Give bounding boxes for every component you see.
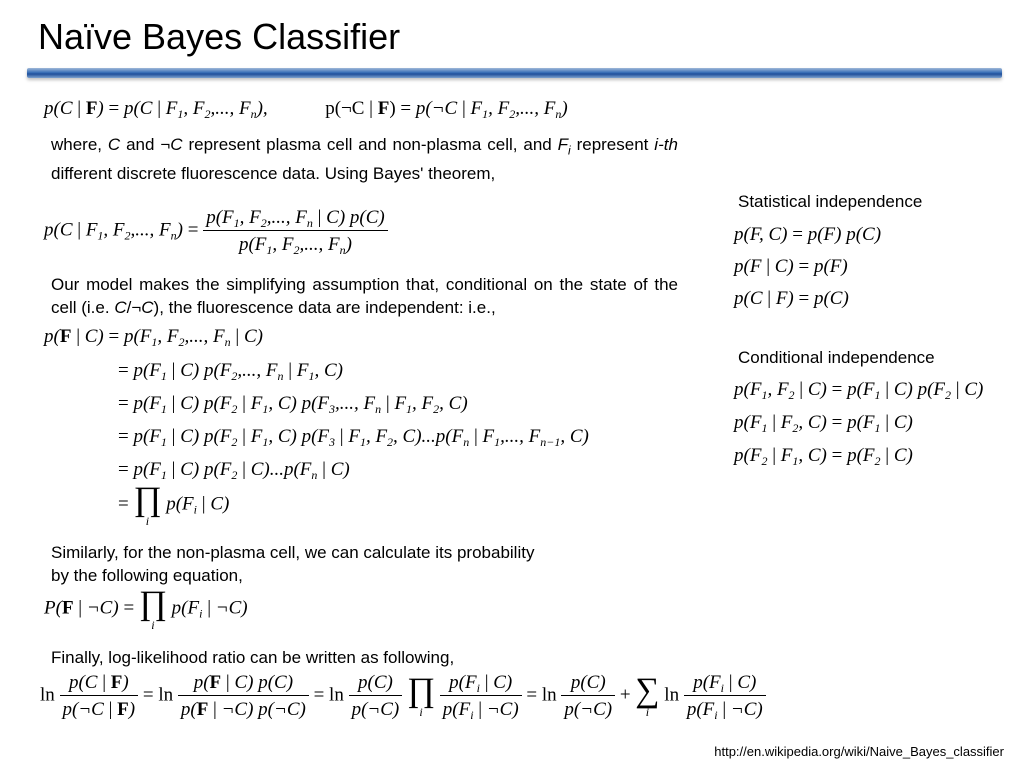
equation-derivation-line-1: p(F | $C) = p(F_1$, $F_2$,..., $F_n$ | C) (44, 326, 263, 349)
product-icon: ∏ (133, 481, 162, 518)
paragraph-definitions: where, C and ¬C represent plasma cell and non-plasma cell, and $F_i$ represent i-th different discrete fluorescence data. Using Bayes' theorem, (51, 135, 678, 184)
slide-title: Naïve Bayes Classifier (38, 16, 401, 57)
paragraph-assumption: Our model makes the simplifying assumption that, conditional on the state of the cell (i.e. C/¬C), the fluorescence data are independent: i.e., (51, 275, 678, 317)
equation-f-given-c: p(F | C) = p(F) (734, 256, 848, 277)
equation-derivation-line-4: = $p(F_1$ | C) $p(F_2$ | $F_1$, C) $p(F_3$ | $F_1$, $F_2$, $C)...p(F_n$ | $F_1$,..., $F_{n-1}$, C) (118, 426, 589, 449)
equation-bayes-theorem: p(C | $F_1$, $F_2$,..., $F_n$) = $\frac{p(F_1, F_2,..., F_n | C) p(C)}{p(F_1, F_2,..., F_n)}$ (44, 208, 388, 254)
equation-non-plasma: P(F | ¬C) = ∏ i $p(F_i$ | ¬C) (44, 585, 248, 632)
equation-joint-independence: p(F, C) = p(F) p(C) (734, 224, 882, 245)
equation-c-given-f: p(C | F) = p(C) (734, 288, 849, 309)
product-icon: ∏ (407, 672, 435, 709)
equation-derivation-line-2: = $p(F_1$ | C) $p(F_2$,..., $F_n$ | $F_1$, C) (118, 360, 343, 383)
product-icon: ∏ (138, 585, 167, 622)
equation-cond-joint: $p(F_1$, $F_2$ | $C) = p(F_1$ | C) $p(F_2$ | C) (734, 379, 984, 402)
source-link[interactable]: http://en.wikipedia.org/wiki/Naive_Bayes_classifier (714, 744, 1004, 759)
equation-log-likelihood: ln $\frac{p(C | F)}{p(\neg C | F)}$ = ln $\frac{p(F | C) p(C)}{p(F | \neg C) p(\neg C)}$ = ln $\frac{p(C)}{p(\neg C)}$ ∏ i $\frac{p(F_i | C)}{p(F_i | \neg C)}$ = ln $\frac{p(C)}{p(\neg C)}$ + ∑ i ln $\frac{p(F_i | C)}{p(F_i | \neg C)}$ (40, 673, 766, 719)
paragraph-non-plasma: Similarly, for the non-plasma cell, we can calculate its probability by the following equation, (51, 543, 535, 585)
equation-posterior-def: p(C | F) = p(C | $F_1$, $F_2$,..., $F_n$), p(¬C | F) = p(¬C | $F_1$, $F_2$,..., $F_n$) (44, 98, 568, 121)
statistical-independence-title: Statistical independence (738, 192, 923, 211)
equation-cond-f2: $p(F_2$ | $F_1$, $C) = p(F_2$ | C) (734, 445, 913, 468)
equation-derivation-line-6: = ∏ i $p(F_i$ | C) (118, 481, 230, 528)
paragraph-log-likelihood: Finally, log-likelihood ratio can be written as following, (51, 648, 455, 667)
equation-cond-f1: $p(F_1$ | $F_2$, $C) = p(F_1$ | C) (734, 412, 913, 435)
equation-derivation-line-3: = $p(F_1$ | C) $p(F_2$ | $F_1$, C) $p(F_3$,..., $F_n$ | $F_1$, $F_2$, C) (118, 393, 468, 416)
title-underline (27, 68, 1002, 78)
sum-icon: ∑ (635, 672, 660, 709)
conditional-independence-title: Conditional independence (738, 348, 935, 367)
equation-derivation-line-5: = $p(F_1$ | C) $p(F_2$ | $C)...p(F_n$ | C) (118, 459, 350, 482)
